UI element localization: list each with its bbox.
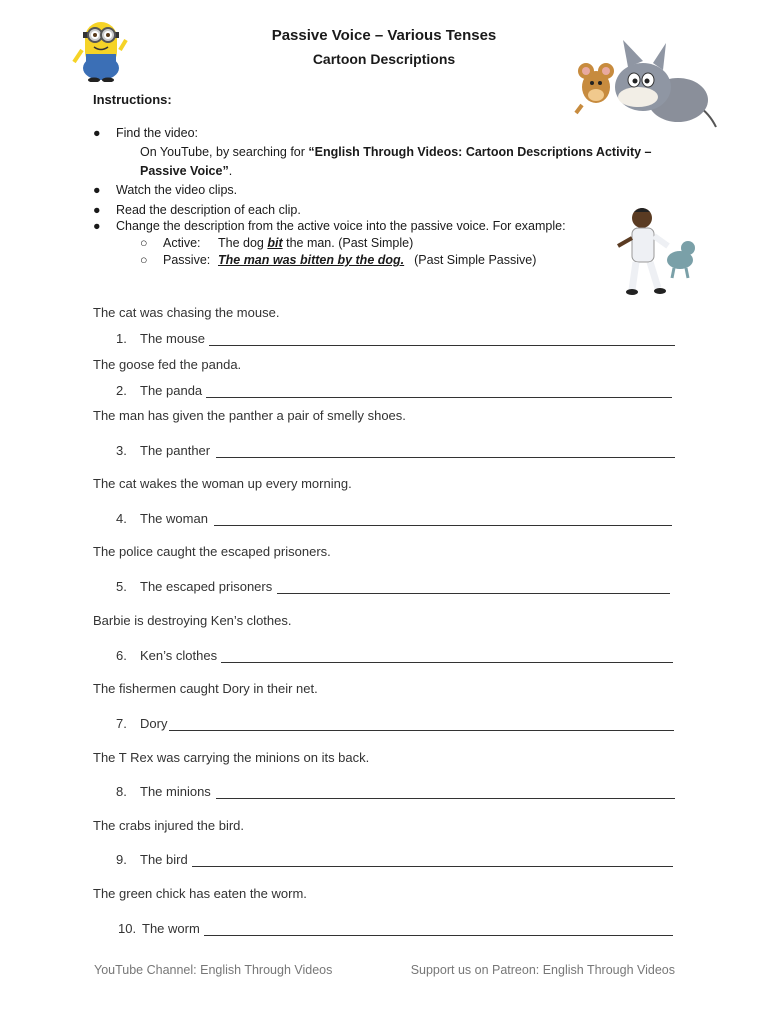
- bullet-icon: ●: [93, 203, 101, 217]
- question-prompt: Dory: [140, 716, 168, 731]
- instructions-heading: Instructions:: [93, 92, 172, 107]
- instruction-find-video: [93, 126, 198, 140]
- instruction-text: Find the video:: [116, 126, 198, 140]
- question-number: 2.: [116, 383, 127, 398]
- minion-illustration: [68, 14, 134, 82]
- answer-line-1[interactable]: [209, 345, 675, 346]
- answer-line-3[interactable]: [216, 457, 675, 458]
- answer-line-4[interactable]: [214, 525, 672, 526]
- exercise-question-8: [116, 784, 211, 799]
- exercise-sentence-4: The cat wakes the woman up every morning.: [93, 476, 352, 491]
- passive-label: Passive:: [163, 253, 211, 267]
- youtube-search-line-2: [140, 164, 232, 178]
- question-prompt: The escaped prisoners: [140, 579, 273, 594]
- example-active: [140, 236, 413, 250]
- instruction-text: Watch the video clips.: [116, 183, 238, 197]
- instruction-change: [93, 219, 566, 233]
- youtube-query: “English Through Videos: Cartoon Descriptions Activity –: [308, 145, 652, 159]
- answer-line-5[interactable]: [277, 593, 670, 594]
- bullet-icon: ●: [93, 126, 101, 140]
- question-prompt: The minions: [140, 784, 211, 799]
- passive-sentence: The man was bitten by the dog.: [218, 253, 405, 267]
- footer-youtube-channel: YouTube Channel: English Through Videos: [94, 963, 333, 977]
- exercise-sentence-7: The fishermen caught Dory in their net.: [93, 681, 318, 696]
- exercise-sentence-6: Barbie is destroying Ken’s clothes.: [93, 613, 292, 628]
- page-title: Passive Voice – Various Tenses: [271, 27, 497, 44]
- exercise-question-5: [116, 579, 272, 594]
- circle-bullet-icon: ○: [140, 253, 148, 267]
- question-prompt: The bird: [140, 852, 188, 867]
- question-number: 8.: [116, 784, 127, 799]
- question-number: 6.: [116, 648, 127, 663]
- youtube-search-line-1: [140, 145, 652, 159]
- question-number: 9.: [116, 852, 127, 867]
- exercise-question-2: [116, 383, 202, 398]
- exercise-sentence-1: The cat was chasing the mouse.: [93, 305, 280, 320]
- exercise-question-7: [116, 716, 167, 731]
- tom-and-jerry-illustration: [568, 35, 718, 130]
- youtube-query-end: Passive Voice”: [140, 164, 229, 178]
- question-prompt: The panda: [140, 383, 203, 398]
- question-number: 3.: [116, 443, 127, 458]
- answer-line-6[interactable]: [221, 662, 673, 663]
- bullet-icon: ●: [93, 183, 101, 197]
- question-number: 4.: [116, 511, 127, 526]
- example-passive: [140, 253, 536, 267]
- question-prompt: The worm: [142, 921, 200, 936]
- question-number: 5.: [116, 579, 127, 594]
- question-number: 1.: [116, 331, 127, 346]
- answer-line-2[interactable]: [206, 397, 672, 398]
- instruction-read: [93, 203, 301, 217]
- exercise-question-4: [116, 511, 208, 526]
- instruction-text: Change the description from the active voice into the passive voice. For example:: [116, 219, 566, 233]
- exercise-sentence-8: The T Rex was carrying the minions on its back.: [93, 750, 370, 765]
- question-number: 10.: [118, 921, 137, 936]
- answer-line-9[interactable]: [192, 866, 673, 867]
- question-number: 7.: [116, 716, 127, 731]
- exercise-sentence-10: The green chick has eaten the worm.: [93, 886, 307, 901]
- exercise-question-9: [116, 852, 188, 867]
- answer-line-10[interactable]: [204, 935, 673, 936]
- question-prompt: The mouse: [140, 331, 206, 346]
- youtube-suffix: .: [228, 164, 233, 178]
- exercise-question-3: [116, 443, 210, 458]
- circle-bullet-icon: ○: [140, 236, 148, 250]
- active-pre: The dog: [218, 236, 268, 250]
- page-subtitle: Cartoon Descriptions: [312, 51, 456, 67]
- answer-line-8[interactable]: [216, 798, 675, 799]
- active-verb: bit: [267, 236, 283, 250]
- exercise-question-6: [116, 648, 217, 663]
- answer-line-7[interactable]: [169, 730, 674, 731]
- exercise-sentence-2: The goose fed the panda.: [93, 357, 242, 372]
- question-prompt: Ken’s clothes: [140, 648, 218, 663]
- question-prompt: The panther: [140, 443, 211, 458]
- bullet-icon: ●: [93, 219, 101, 233]
- active-label: Active:: [163, 236, 201, 250]
- instruction-text: Read the description of each clip.: [116, 203, 301, 217]
- exercise-question-1: [116, 331, 205, 346]
- instruction-watch: [93, 183, 237, 197]
- active-post: the man. (Past Simple): [282, 236, 414, 250]
- youtube-prefix: On YouTube, by searching for: [140, 145, 309, 159]
- exercise-sentence-9: The crabs injured the bird.: [93, 818, 245, 833]
- exercise-sentence-3: The man has given the panther a pair of smelly shoes.: [93, 408, 406, 423]
- footer-patreon: Support us on Patreon: English Through Videos: [410, 963, 675, 977]
- exercise-sentence-5: The police caught the escaped prisoners.: [93, 544, 331, 559]
- man-and-dog-illustration: [612, 204, 698, 296]
- exercise-question-10: [118, 921, 200, 936]
- passive-note: (Past Simple Passive): [414, 253, 537, 267]
- question-prompt: The woman: [140, 511, 208, 526]
